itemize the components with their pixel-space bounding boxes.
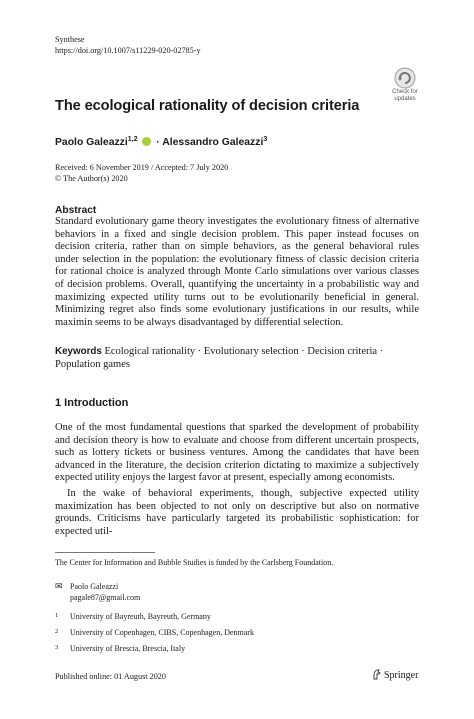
received-accepted-dates: Received: 6 November 2019 / Accepted: 7 July 2020	[55, 163, 229, 172]
copyright-notice: © The Author(s) 2020	[55, 174, 128, 183]
orcid-icon[interactable]	[142, 137, 151, 146]
keywords	[55, 346, 419, 371]
affiliation-text: University of Bayreuth, Bayreuth, Germany	[70, 612, 211, 621]
publisher-logo	[372, 669, 418, 682]
section-heading: 1 Introduction	[55, 397, 129, 409]
author-affiliation-marker: 3	[263, 136, 268, 143]
abstract-body: Standard evolutionary game theory investigates the evolutionary fitness of alternative behaviors in a fixed and single decision problem. This paper instead focuses on decision criteria, rather than on simple behaviors, as the general behavioral rules under selection in the population: the evolutionary fitness of classic decision criteria for rational choice is analyzed through Monte Carlo simulations over various classes of decision problems. Overall, quantifying the uncertainty in a probabilistic way and maximizing expected utility turns out to be evolutionarily beneficial in general. Minimizing regret also finds some evolutionary justifications in our results, while maximin seems to be always disadvantaged by differential selection.	[55, 216, 419, 328]
contact-email[interactable]: pagale87@gmail.com	[70, 593, 141, 602]
author-list	[55, 133, 267, 149]
keywords-text: Ecological rationality · Evolutionary selection · Decision criteria · Population games	[55, 346, 384, 370]
badge-label-line2: updates	[394, 95, 416, 102]
journal-name: Synthese	[55, 35, 85, 44]
publication-date: Published online: 01 August 2020	[55, 672, 166, 681]
springer-horse-icon	[372, 669, 382, 680]
author-separator: ·	[156, 137, 160, 148]
author-affiliation-marker: 1,2	[127, 136, 138, 143]
affiliation-text: University of Brescia, Brescia, Italy	[70, 644, 186, 653]
publisher-name: Springer	[384, 670, 419, 681]
paper-title: The ecological rationality of decision criteria	[55, 98, 360, 114]
doi-link[interactable]: https://doi.org/10.1007/s11229-020-02785-y	[55, 46, 201, 55]
author-name[interactable]: Paolo Galeazzi	[55, 137, 128, 148]
footnote-divider	[55, 552, 155, 553]
abstract-heading: Abstract	[55, 205, 97, 216]
affiliation-number: 1	[55, 612, 59, 619]
affiliation-number: 2	[55, 628, 59, 635]
funding-footnote: The Center for Information and Bubble Studies is funded by the Carlsberg Foundation.	[55, 558, 334, 567]
check-for-updates-badge[interactable]	[387, 67, 423, 103]
keywords-label: Keywords	[55, 346, 102, 357]
contact-name: Paolo Galeazzi	[70, 582, 119, 591]
badge-label-line1: Check for	[392, 89, 418, 95]
affiliation-number: 3	[55, 644, 59, 651]
intro-paragraph: One of the most fundamental questions that sparked the development of probability and decision theory is how to evaluate and choose from different uncertain prospects, such as lottery tickets or business ventures. Among the candidates that have been advanced in the literature, the decision criterion dictating to maximize a subjectively expected utility enjoys the largest favor at present, especially among economists.	[55, 422, 419, 484]
author-name[interactable]: Alessandro Galeazzi	[162, 137, 264, 148]
intro-paragraph: In the wake of behavioral experiments, though, subjective expected utility maximization has been objected to not only on descriptive but also on normative grounds. Criticisms have particularly targeted its probabilistic sophistication: for expected util-	[55, 488, 419, 537]
affiliation-text: University of Copenhagen, CIBS, Copenhagen, Denmark	[70, 628, 254, 637]
envelope-icon: ✉	[55, 581, 63, 591]
check-for-updates-icon	[394, 67, 416, 89]
